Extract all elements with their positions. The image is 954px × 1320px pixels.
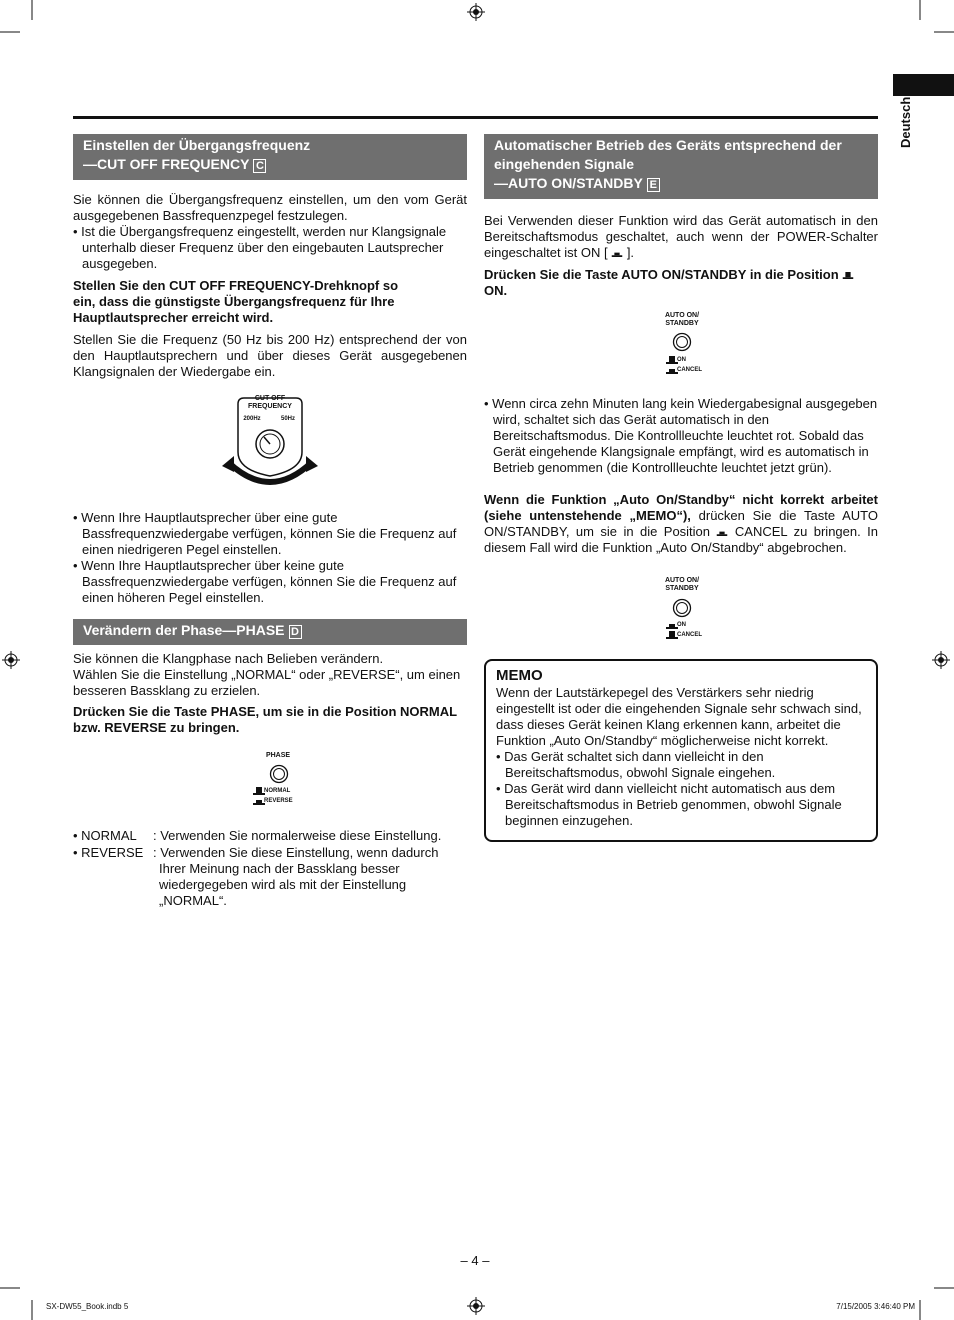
memo-box	[484, 659, 878, 842]
registration-mark-icon	[467, 1297, 485, 1315]
auto-warning-text: drücken Sie die Taste AUTO ON/STANDBY, um sie in die Position	[484, 508, 878, 539]
section-title: Verändern der Phase—PHASE	[83, 622, 285, 638]
registration-mark-icon	[467, 3, 485, 21]
switch-down-icon	[611, 250, 623, 257]
phase-button-illustration	[250, 752, 310, 810]
auto-button-label: AUTO ON/ STANDBY	[664, 577, 700, 592]
section-header-phase	[73, 619, 467, 645]
phase-intro: Sie können die Klangphase nach Belieben verändern.	[73, 651, 384, 666]
registration-mark-icon	[2, 651, 20, 669]
phase-intro: Wählen Sie die Einstellung „NORMAL“ oder „REVERSE“, um einen besseren Bassklang zu erzielen.	[73, 667, 461, 698]
knob-min-label: 200Hz	[243, 416, 261, 422]
section-header-auto	[484, 134, 878, 199]
cutoff-knob-illustration	[220, 392, 320, 492]
auto-pos-cancel: CANCEL	[677, 632, 702, 638]
section-letter-badge: E	[647, 178, 660, 192]
cutoff-instruction: Stellen Sie den CUT OFF FREQUENCY-Drehknopf so ein, dass die günstigste Übergangsfrequenz für Ihre Hauptlautsprecher erreicht wird.	[73, 278, 399, 325]
section-letter-badge: D	[289, 625, 302, 639]
memo-bullet: • Das Gerät wird dann vielleicht nicht automatisch aus dem Bereitschaftsmodus in Betrieb genommen, obwohl Signale beginnen einzugehen.	[496, 781, 842, 828]
memo-body: Wenn der Lautstärkepegel des Verstärkers sehr niedrig eingestellt ist oder die eingehenden Signale sehr schwach sind, dass dieses Gerät keinen Klang erkennen kann, arbeitet die Funktion „Auto On/Standby“ möglicherweise nicht korrekt.	[496, 685, 862, 748]
phase-option-text: : Verwenden Sie normalerweise diese Einstellung.	[153, 828, 442, 843]
phase-pos-reverse: REVERSE	[264, 798, 293, 804]
section-letter-badge: C	[253, 159, 266, 173]
knob-label: CUT OFF FREQUENCY	[248, 395, 292, 410]
phase-option-text: : Verwenden Sie diese Einstellung, wenn dadurch Ihrer Meinung nach der Bassklang besser wiedergegeben wird als mit der Einstellung „NORMAL“.	[153, 845, 439, 908]
page-number: – 4 –	[460, 1253, 490, 1268]
auto-button-illustration	[660, 312, 710, 376]
switch-down-icon	[716, 529, 728, 536]
auto-pos-cancel: CANCEL	[677, 367, 702, 373]
footer-file: SX-DW55_Book.indb 5	[46, 1302, 129, 1311]
top-rule	[73, 116, 878, 119]
section-title-line: —CUT OFF FREQUENCY	[83, 156, 250, 172]
auto-bullet: • Wenn circa zehn Minuten lang kein Wiedergabesignal ausgegeben wird, schaltet sich das Gerät automatisch in den Bereitschaftsmodus. Die Kontrollleuchte leuchtet rot. Sobald das Gerät eingehende Klangsignale empfängt, wird es automatisch in Betrieb genommen (die Kontrollleuchte leuchtet jetzt grün).	[484, 396, 878, 475]
push-button-icon	[672, 598, 692, 618]
language-tab-marker	[893, 74, 954, 96]
auto-instruction-end: ON.	[484, 283, 508, 298]
phase-pos-normal: NORMAL	[264, 788, 291, 794]
phase-option-key: • REVERSE	[73, 845, 144, 860]
auto-pos-on: ON	[677, 622, 686, 628]
memo-title: MEMO	[496, 667, 543, 684]
auto-button-label: AUTO ON/ STANDBY	[664, 312, 700, 327]
registration-mark-icon	[932, 651, 950, 669]
auto-instruction: Drücken Sie die Taste AUTO ON/STANDBY in die Position	[484, 267, 839, 282]
cutoff-tip: • Wenn Ihre Hauptlautsprecher über keine gute Bassfrequenzwiedergabe verfügen, können Sie die Frequenz auf einen höheren Pegel einstellen.	[73, 558, 457, 605]
auto-intro: Bei Verwenden dieser Funktion wird das Gerät automatisch in den Bereitschaftsmodus geschaltet, auch wenn der POWER-Schalter eingeschaltet ist ON [	[484, 213, 878, 260]
cutoff-bullet: • Ist die Übergangsfrequenz eingestellt, werden nur Klangsignale unterhalb dieser Frequenz über den eingebauten Lautsprecher ausgegeben.	[73, 224, 447, 271]
section-title-line: Einstellen der Übergangsfrequenz	[83, 137, 311, 153]
push-button-icon	[672, 332, 692, 352]
auto-pos-on: ON	[677, 357, 686, 363]
memo-bullet: • Das Gerät schaltet sich dann vielleicht in den Bereitschaftsmodus, obwohl Signale eingehen.	[496, 749, 776, 780]
phase-option-key: • NORMAL	[73, 828, 137, 843]
cutoff-intro: Sie können die Übergangsfrequenz einstellen, um den vom Gerät ausgegebenen Bassfrequenzpegel festzulegen.	[73, 192, 467, 223]
section-title-line: —AUTO ON/STANDBY	[494, 175, 643, 191]
section-header-cutoff	[73, 134, 467, 180]
section-title-line: eingehenden Signale	[494, 156, 635, 172]
auto-button-illustration	[660, 577, 710, 641]
push-button-icon	[269, 764, 289, 784]
auto-intro-end: ].	[626, 245, 635, 260]
cutoff-tip: • Wenn Ihre Hauptlautsprecher über eine gute Bassfrequenzwiedergabe verfügen, können Sie die Frequenz auf einen niedrigeren Pegel einstellen.	[73, 510, 457, 557]
auto-warning-bold: Wenn die Funktion „Auto On/Standby“ nicht korrekt arbeitet (siehe untenstehende „MEMO“),	[484, 492, 878, 523]
language-tab-label: Deutsch	[898, 96, 913, 148]
phase-instruction: Drücken Sie die Taste PHASE, um sie in die Position NORMAL bzw. REVERSE zu bringen.	[73, 704, 457, 735]
auto-warning-text-end: CANCEL zu bringen. In diesem Fall wird die Funktion „Auto On/Standby“ abgebrochen.	[484, 524, 878, 555]
section-title-line: Automatischer Betrieb des Geräts entsprechend der	[494, 137, 842, 153]
cutoff-body: Stellen Sie die Frequenz (50 Hz bis 200 Hz) entsprechend der von den Hauptlautsprechern und über dieses Gerät ausgegebenen Klangsignalen der Wiedergabe ein.	[73, 332, 467, 379]
footer-timestamp: 7/15/2005 3:46:40 PM	[836, 1302, 915, 1311]
switch-up-icon	[842, 272, 854, 279]
phase-button-label: PHASE	[265, 752, 291, 759]
knob-max-label: 50Hz	[280, 416, 295, 422]
